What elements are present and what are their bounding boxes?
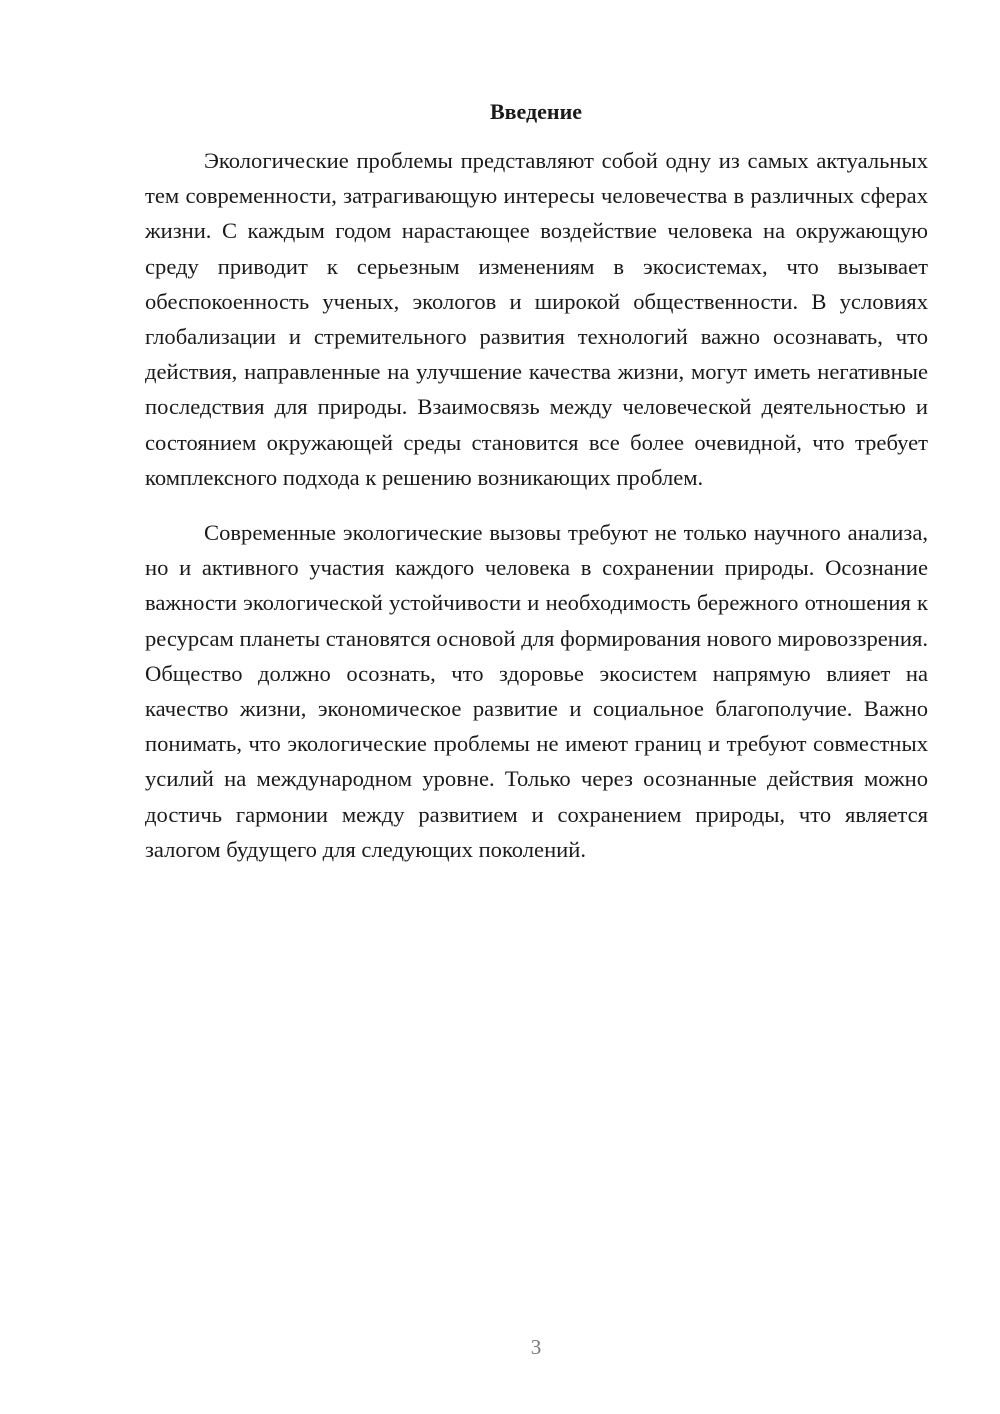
paragraph-1: Экологические проблемы представляют собой одну из самых актуальных тем современности, затрагивающую интересы человечества в различных сферах жизни. С каждым годом нарастающее воздействие человека на окружающую среду приводит к серьезным изменениям в экосистемах, что вызывает обеспокоенность ученых, экологов и широкой общественности. В условиях глобализации и стремительного развития технологий важно осознавать, что действия, направленные на улучшение качества жизни, могут иметь негативные последствия для природы. Взаимосвязь между человеческой деятельностью и состоянием окружающей среды становится все более очевидной, что требует комплексного подхода к решению возникающих проблем. — [145, 148, 928, 490]
paragraph-2: Современные экологические вызовы требуют не только научного анализа, но и активного участия каждого человека в сохранении природы. Осознание важности экологической устойчивости и необходимость бережного отношения к ресурсам планеты становятся основой для формирования нового мировоззрения. Общество должно осознать, что здоровье экосистем напрямую влияет на качество жизни, экономическое развитие и социальное благополучие. Важно понимать, что экологические проблемы не имеют границ и требуют совместных усилий на международном уровне. Только через осознанные действия можно достичь гармонии между развитием и сохранением природы, что является залогом будущего для следующих поколений. — [145, 520, 928, 862]
body-text — [145, 143, 928, 867]
page-number: 3 — [530, 1335, 542, 1359]
section-title: Введение — [489, 99, 583, 124]
